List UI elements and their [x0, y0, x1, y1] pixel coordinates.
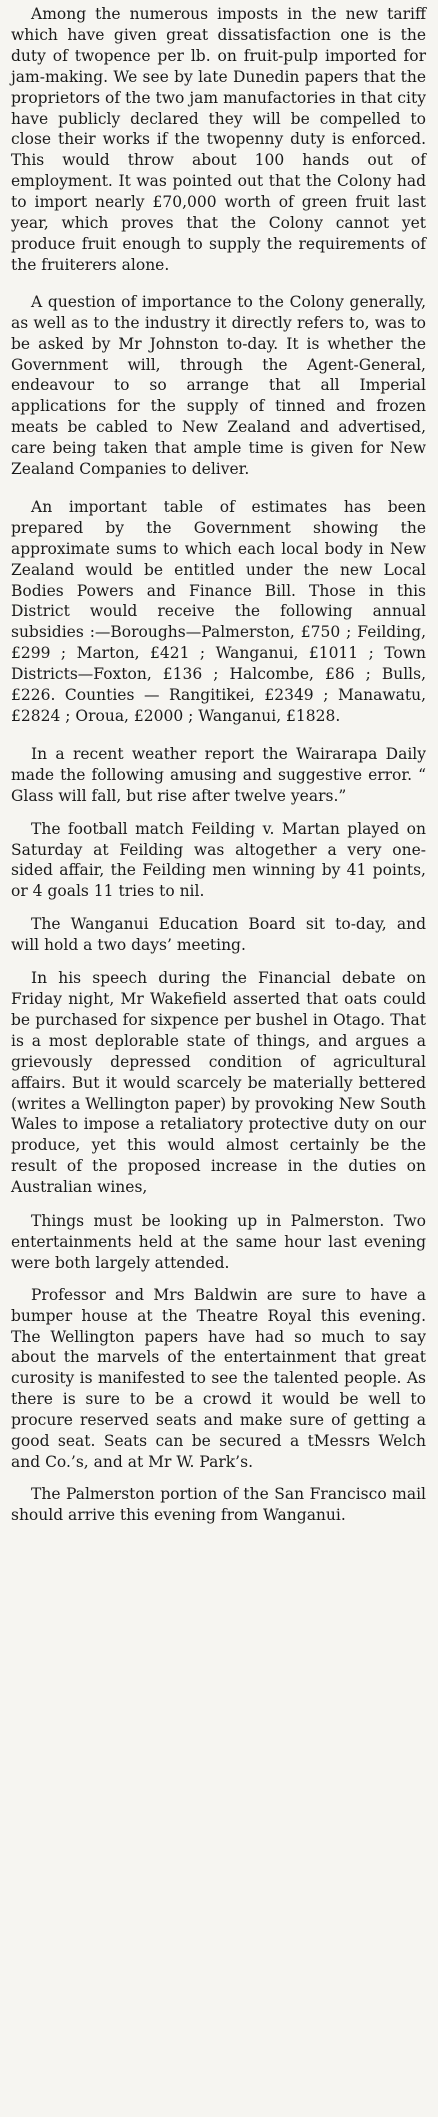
article-financial-debate: In his speech during the Financial debate on Friday night, Mr Wakefield asserted that oats could be purchased for sixpence per bushel in Otago. That is a most deplorable state of things, and argues a grievously depressed condition of agricultural affairs. But it would scarcely be materially bettered (writes a Wellington paper) by provoking New South Wales to impose a retaliatory protective duty on our produce, yet this would almost certainly be the result of the proposed increase in the duties on Australian wines, — [11, 969, 426, 1197]
article-education-board: The Wanganui Education Board sit to-day, and will hold a two days’ meeting. — [11, 915, 426, 955]
article-san-francisco-mail: The Palmerston portion of the San Francisco mail should arrive this evening from Wanganui. — [11, 1484, 426, 1524]
article-baldwin-theatre: Professor and Mrs Baldwin are sure to have a bumper house at the Theatre Royal this evening. The Wellington papers have had so much to say about the marvels of the entertainment that great curosity is manifested to see the talented people. As there is sure to be a crowd it would be well to procure reserved seats and make sure of getting a good seat. Seats can be secured a tMessrs Welch and Co.’s, and at Mr W. Park’s. — [11, 1285, 426, 1471]
article-football-match: The football match Feilding v. Martan played on Saturday at Feilding was altogether a very one-sided affair, the Feilding men winning by 41 points, or 4 goals 11 tries to nil. — [11, 819, 426, 901]
article-palmerston-entertainments: Things must be looking up in Palmerston. Two entertainments held at the same hour last evening were both largely attended. — [11, 1212, 426, 1272]
article-weather-report-error: In a recent weather report the Wairarapa Daily made the following amusing and suggestive error. “ Glass will fall, but rise after twelve years.” — [11, 744, 426, 805]
article-frozen-meat-question: A question of importance to the Colony generally, as well as to the industry it directly refers to, was to be asked by Mr Johnston to-day. It is whether the Government will, through the Agent-General, endeavour to so arrange that all Imperial applications for the supply of tinned and frozen meats be cabled to New Zealand and advertised, care being taken that ample time is given for New Zealand Companies to deliver. — [11, 292, 426, 479]
article-fruit-pulp-duty: Among the numerous imposts in the new tariff which have given great dissatisfaction one is the duty of twopence per lb. on fruit-pulp imported for jam-making. We see by late Dunedin papers that the proprietors of the two jam manufactories in that city have publicly declared they will be compelled to close their works if the twopenny duty is enforced. This would throw about 100 hands out of employment. It was pointed out that the Colony had to import nearly £70,000 worth of green fruit last year, which proves that the Colony cannot yet produce fruit enough to supply the requirements of the fruiterers alone. — [11, 5, 426, 274]
article-local-bodies-estimates: An important table of estimates has been prepared by the Government showing the approximate sums to which each local body in New Zealand would be entitled under the new Local Bodies Powers and Finance Bill. Those in this District would receive the following annual subsidies :—Boroughs—Palmerston, £750 ; Feilding, £299 ; Marton, £421 ; Wanganui, £1011 ; Town Districts—Foxton, £136 ; Halcombe, £86 ; Bulls, £226. Counties — Rangitikei, £2349 ; Manawatu, £2824 ; Oroua, £2000 ; Wanganui, £1828. — [11, 497, 426, 725]
